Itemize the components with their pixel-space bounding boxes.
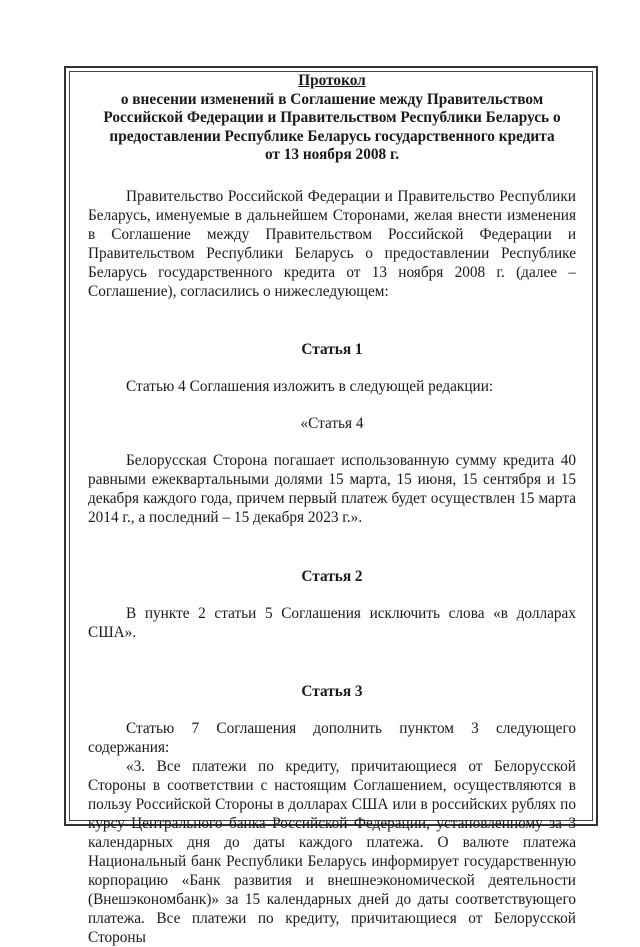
article-3-intro: Статью 7 Соглашения дополнить пунктом 3 следующего содержания: — [88, 719, 576, 756]
article-3-text: «3. Все платежи по кредиту, причитающиеся от Белорусской Стороны в соответствии с настоящим Соглашением, осуществляются в пользу Российской Стороны в долларах США или в российских рублях по курсу Центрального банка Российской Федерации, установленному за 3 календарных дня до даты каждого платежа. О валюте платежа Национальный банк Республики Беларусь информирует государственную корпорацию «Банк развития и внешнеэкономической деятельности (Внешэкономбанк)» за 15 календарных дней до даты соответствующего платежа. Все платежи по кредиту, причитающиеся от Белорусской Стороны — [88, 757, 576, 946]
article-4-quote-text: Белорусская Сторона погашает использованную сумму кредита 40 равными ежеквартальными долями 15 марта, 15 июня, 15 сентября и 15 декабря каждого года, причем первый платеж будет осуществлен 15 марта 2014 г., а последний – 15 декабря 2023 г.». — [88, 451, 576, 526]
title-line-4: предоставлении Республике Беларусь государственного кредита — [109, 127, 555, 145]
article-2-heading: Статья 2 — [301, 567, 363, 585]
article-4-quote-heading: «Статья 4 — [300, 414, 364, 432]
article-1-intro: Статью 4 Соглашения изложить в следующей редакции: — [126, 377, 494, 395]
title-line-5: от 13 ноября 2008 г. — [264, 146, 400, 163]
article-1-heading: Статья 1 — [301, 340, 363, 358]
title-line-2: о внесении изменений в Соглашение между Правительством — [120, 90, 544, 108]
article-2-text: В пункте 2 статьи 5 Соглашения исключить слова «в долларах США». — [88, 604, 576, 641]
document-title — [88, 72, 576, 165]
preamble-paragraph: Правительство Российской Федерации и Правительство Республики Беларусь, именуемые в дальнейшем Сторонами, желая внести изменения в Соглашение между Правительством Российской Федерации и Правительством Республики Беларусь о предоставлении Республике Беларусь государственного кредита от 13 ноября 2008 г. (далее – Соглашение), согласились о нижеследующем: — [88, 187, 576, 300]
title-line-1: Протокол — [298, 72, 366, 89]
article-3-heading: Статья 3 — [301, 682, 363, 700]
title-line-3: Российской Федерации и Правительством Республики Беларусь о — [103, 109, 561, 126]
document-body — [88, 72, 576, 947]
